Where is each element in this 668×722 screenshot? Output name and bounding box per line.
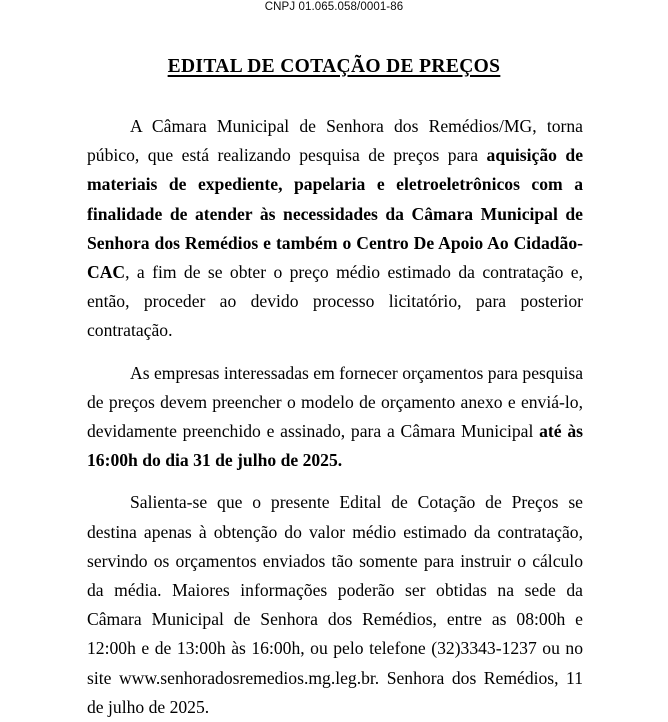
paragraph-3-text-part-3: Senhora dos Remédios, 11 de julho de 2025. <box>87 667 583 717</box>
document-body <box>87 112 583 722</box>
website-url: www.senhoradosremedios.mg.leg.br. <box>118 667 380 688</box>
paragraph-3-text-part-1: Salienta-se que o presente Edital de Cotação de Preços se destina apenas à obtenção do valor médio estimado da contratação, servindo os orçamentos enviados tão somente para instruir o cálculo da média. Maiores informações poderão ser obtidas na sede da Câmara Municipal de Senhora dos Remédios, entre as 08:00h e 12:00h e de 13:00h às 16:00h, ou pelo telefone (32)3343-1237 ou no site <box>87 492 583 688</box>
page-title: EDITAL DE COTAÇÃO DE PREÇOS <box>167 56 501 78</box>
paragraph-2-text-part-1: As empresas interessadas em fornecer orçamentos para pesquisa de preços devem preencher o modelo de orçamento anexo e enviá-lo, devidamente preenchido e assinado, para a Câmara Municipal <box>87 362 583 442</box>
paragraph-1-bold-scope: aquisição de materiais de expediente, papelaria e eletroeletrônicos com a finalidade de atender às necessidades da Câmara Municipal de Senhora dos Remédios e também o Centro De Apoio Ao Cidadão- CAC <box>87 145 583 283</box>
cnpj-header-text: CNPJ 01.065.058/0001-86 <box>264 1 404 13</box>
paragraph-1-text-part-1: A Câmara Municipal de Senhora dos Remédios/MG, torna púbico, que está realizando pesquisa de preços para <box>87 116 583 166</box>
paragraph-submission-instructions <box>87 359 583 476</box>
paragraph-2-bold-deadline: até às 16:00h do dia 31 de julho de 2025. <box>87 421 583 471</box>
paragraph-1-text-part-3: , a fim de se obter o preço médio estimado da contratação e, então, proceder ao devido processo licitatório, para posterior contratação. <box>87 262 583 341</box>
paragraph-contact-and-notice <box>87 488 583 722</box>
document-title-container <box>0 42 668 92</box>
paragraph-object-of-quotation <box>87 112 583 346</box>
document-header <box>0 0 668 14</box>
